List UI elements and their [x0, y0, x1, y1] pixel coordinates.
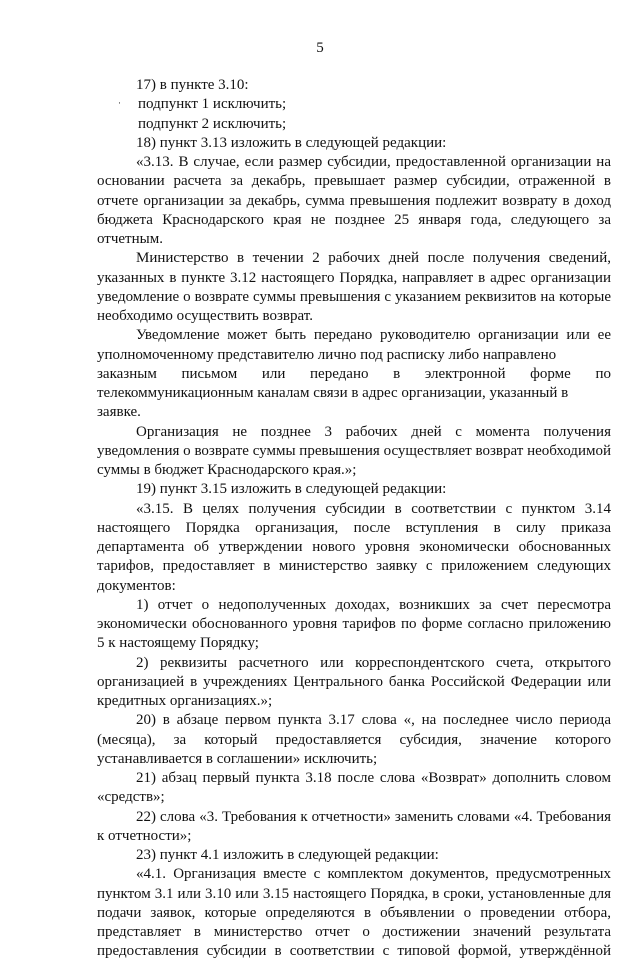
margin-mark: · — [118, 98, 121, 108]
paragraph-item-22: 22) слова «3. Требования к отчетности» заменить словами «4. Требования к отчетности»; — [97, 808, 611, 844]
paragraph-clause-3-15: «3.15. В целях получения субсидии в соответствии с пунктом 3.14 настоящего Порядка организация, после вступления в силу приказа департамента об утверждении нового уровня экономически обоснованных тарифов, предоставляет в министерство заявку с приложением следующих документов: — [97, 500, 611, 594]
paragraph-notification-end: телекоммуникационным каналам связи в адрес организации, указанный в заявке. — [97, 385, 569, 421]
paragraph-item-23: 23) пункт 4.1 изложить в следующей редакции: — [136, 847, 439, 863]
page-number: 5 — [316, 40, 324, 56]
paragraph-doc-1: 1) отчет о недополученных доходах, возникших за счет пересмотра экономически обоснованного уровня тарифов по форме согласно приложению 5 к настоящему Порядку; — [97, 596, 611, 652]
paragraph-ministry-notice: Министерство в течении 2 рабочих дней после получения сведений, указанных в пункте 3.12 настоящего Порядка, направляет в адрес организации уведомление о возврате суммы превышения с указанием реквизитов на которые необходимо осуществить возврат. — [97, 250, 611, 324]
document-body — [97, 76, 611, 962]
paragraph-clause-4-1: «4.1. Организация вместе с комплектом документов, предусмотренных пунктом 3.1 или 3.10 или 3.15 настоящего Порядка, в сроки, установленные для подачи заявок, которые определяются в объявлении о проведении отбора, представляет в министерство отчет о достижении значений результата предоставления субсидии в соответствии с типовой формой, утверждённой — [97, 866, 611, 960]
paragraph-notification-line: заказным письмом или передано в электронной форме по — [97, 365, 611, 382]
paragraph-refund: Организация не позднее 3 рабочих дней с момента получения уведомления о возврате суммы превышения осуществляет возврат необходимой суммы в бюджет Краснодарского края.»; — [97, 423, 611, 478]
paragraph-item-19: 19) пункт 3.15 изложить в следующей редакции: — [136, 481, 447, 498]
paragraph-subitem-2: подпункт 2 исключить; — [138, 115, 287, 132]
paragraph-item-21: 21) абзац первый пункта 3.18 после слова «Возврат» дополнить словом «средств»; — [97, 770, 611, 806]
paragraph-doc-2: 2) реквизиты расчетного или корреспондентского счета, открытого организацией в учреждениях Центрального банка Российской Федерации или кредитных организациях.»; — [97, 654, 611, 709]
paragraph-clause-3-13: «3.13. В случае, если размер субсидии, предоставленной организации на основании расчета за декабрь, превышает размер субсидии, отраженной в отчете организации за декабрь, сумма превышения подлежит возврату в доход бюджета Краснодарского края не позднее 25 января года, следующего за отчетным. — [97, 154, 611, 247]
paragraph-item-20: 20) в абзаце первом пункта 3.17 слова «, на последнее число периода (месяца), за который предоставляется субсидия, значение которого устанавливается в соглашении» исключить; — [97, 712, 611, 767]
paragraph-item-17: 17) в пункте 3.10: — [136, 77, 249, 93]
paragraph-notification: Уведомление может быть передано руководителю организации или ее уполномоченному представителю лично под расписку либо направлено — [97, 327, 611, 363]
paragraph-subitem-1: подпункт 1 исключить; — [138, 96, 287, 113]
paragraph-item-18: 18) пункт 3.13 изложить в следующей редакции: — [136, 134, 447, 151]
